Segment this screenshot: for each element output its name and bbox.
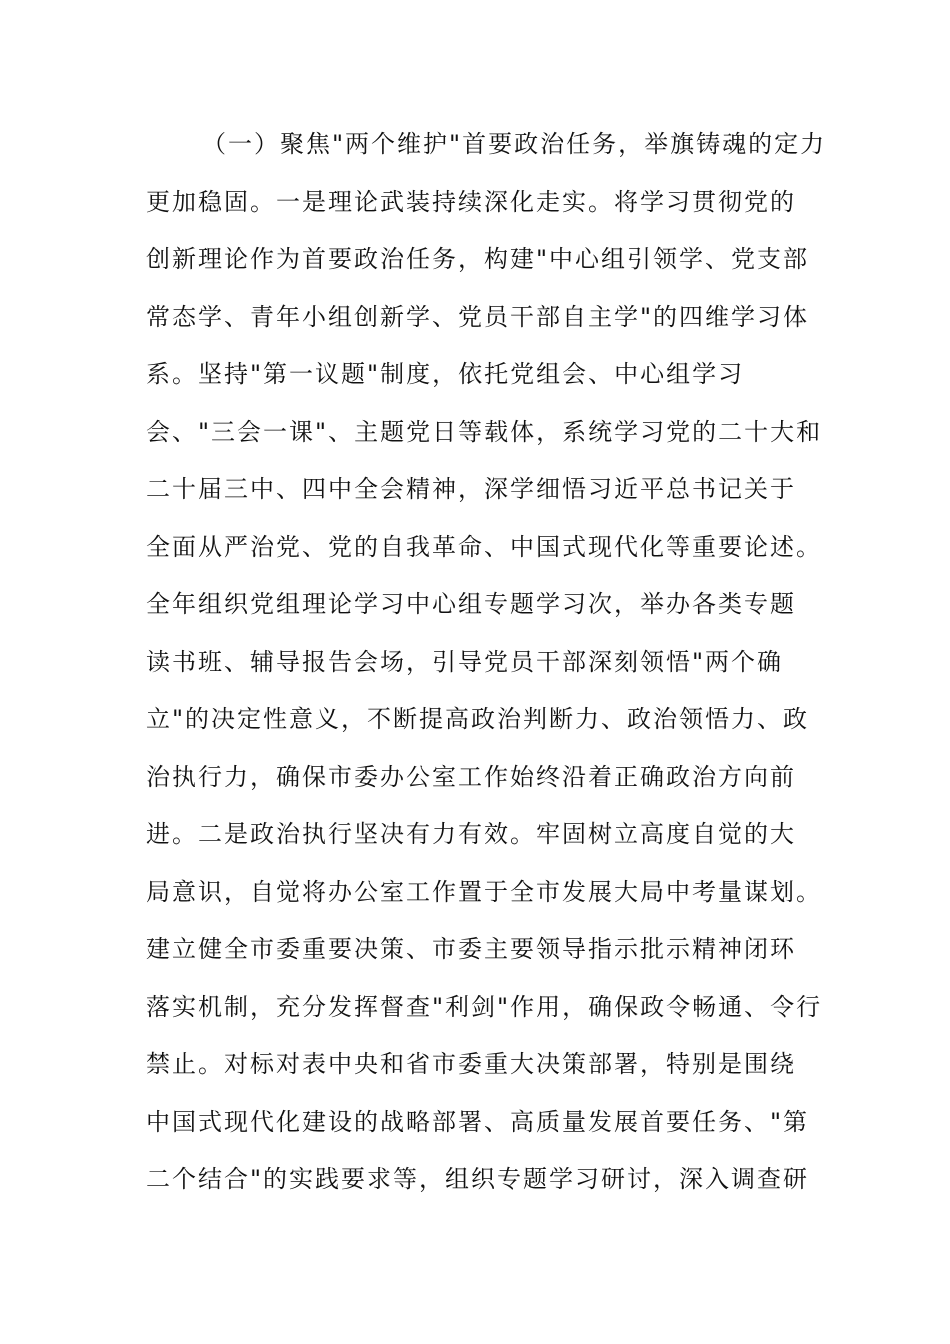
text-line: 立"的决定性意义，不断提高政治判断力、政治领悟力、政 <box>146 705 810 733</box>
text-line: 全年组织党组理论学习中心组专题学习次，举办各类专题 <box>146 590 796 618</box>
text-line: 二个结合"的实践要求等，组织专题学习研讨，深入调查研 <box>146 1165 810 1193</box>
text-line: 进。二是政治执行坚决有力有效。牢固树立高度自觉的大 <box>146 820 796 848</box>
text-line: 落实机制，充分发挥督查"利剑"作用，确保政令畅通、令行 <box>146 992 823 1021</box>
text-line: （一）聚焦"两个维护"首要政治任务，举旗铸魂的定力 <box>202 130 827 158</box>
text-line: 会、"三会一课"、主题党日等载体，系统学习党的二十大和 <box>146 417 823 446</box>
text-line: 禁止。对标对表中央和省市委重大决策部署，特别是围绕 <box>146 1050 796 1078</box>
text-line: 全面从严治党、党的自我革命、中国式现代化等重要论述。 <box>146 532 822 561</box>
text-line: 读书班、辅导报告会场，引导党员干部深刻领悟"两个确 <box>146 647 784 676</box>
text-line: 建立健全市委重要决策、市委主要领导指示批示精神闭环 <box>146 935 796 963</box>
body-paragraph <box>146 116 827 1209</box>
text-line: 创新理论作为首要政治任务，构建"中心组引领学、党支部 <box>146 245 810 273</box>
text-line: 治执行力，确保市委办公室工作始终沿着正确政治方向前 <box>146 762 796 791</box>
text-line: 二十届三中、四中全会精神，深学细悟习近平总书记关于 <box>146 475 796 503</box>
text-line: 中国式现代化建设的战略部署、高质量发展首要任务、"第 <box>146 1107 810 1136</box>
text-line: 系。坚持"第一议题"制度，依托党组会、中心组学习 <box>146 360 745 388</box>
text-line: 更加稳固。一是理论武装持续深化走实。将学习贯彻党的 <box>146 187 796 216</box>
text-line: 局意识，自觉将办公室工作置于全市发展大局中考量谋划。 <box>146 877 822 906</box>
text-line: 常态学、青年小组创新学、党员干部自主学"的四维学习体 <box>146 302 810 331</box>
